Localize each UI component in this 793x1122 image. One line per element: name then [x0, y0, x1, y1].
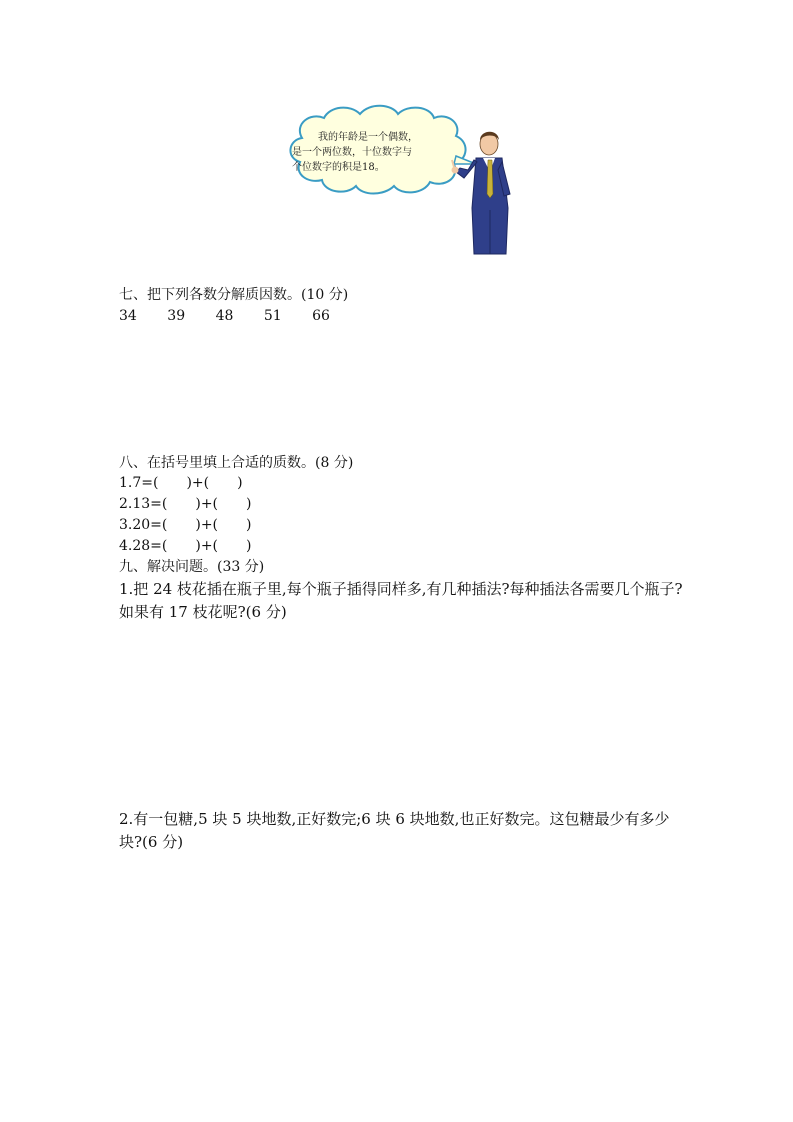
section-9-heading: 九、解决问题。(33 分): [119, 559, 265, 575]
number-item: 48: [215, 308, 234, 324]
speech-line-2: 是一个两位数，十位数字与: [292, 147, 412, 158]
problem-2: 2.有一包糖,5 块 5 块地数,正好数完;6 块 6 块地数,也正好数完。这包糖最少有多少块?(6 分): [119, 810, 670, 851]
teacher-speech-figure: [280, 98, 520, 258]
section-8-heading: 八、在括号里填上合适的质数。(8 分): [119, 455, 354, 471]
section-7-numbers: [119, 306, 356, 326]
fill-item-3: 3.20=( )+( ): [119, 517, 252, 533]
problem-1: 1.把 24 枝花插在瓶子里,每个瓶子插得同样多,有几种插法?每种插法各需要几个瓶子?如果有 17 枝花呢?(6 分): [119, 580, 683, 621]
speech-line-1: 我的年龄是一个偶数，: [318, 132, 418, 143]
section-7-heading: 七、把下列各数分解质因数。(10 分): [119, 287, 349, 303]
fill-item-4: 4.28=( )+( ): [119, 538, 252, 554]
teacher-illustration: [280, 98, 520, 258]
fill-item-2: 2.13=( )+( ): [119, 496, 252, 512]
fill-item-1: 1.7=( )+( ): [119, 475, 243, 491]
number-item: 34: [119, 308, 137, 324]
number-item: 39: [167, 308, 186, 324]
speech-line-3: 个位数字的积是18。: [292, 162, 385, 173]
number-item: 51: [263, 308, 282, 324]
number-item: 66: [312, 308, 330, 324]
